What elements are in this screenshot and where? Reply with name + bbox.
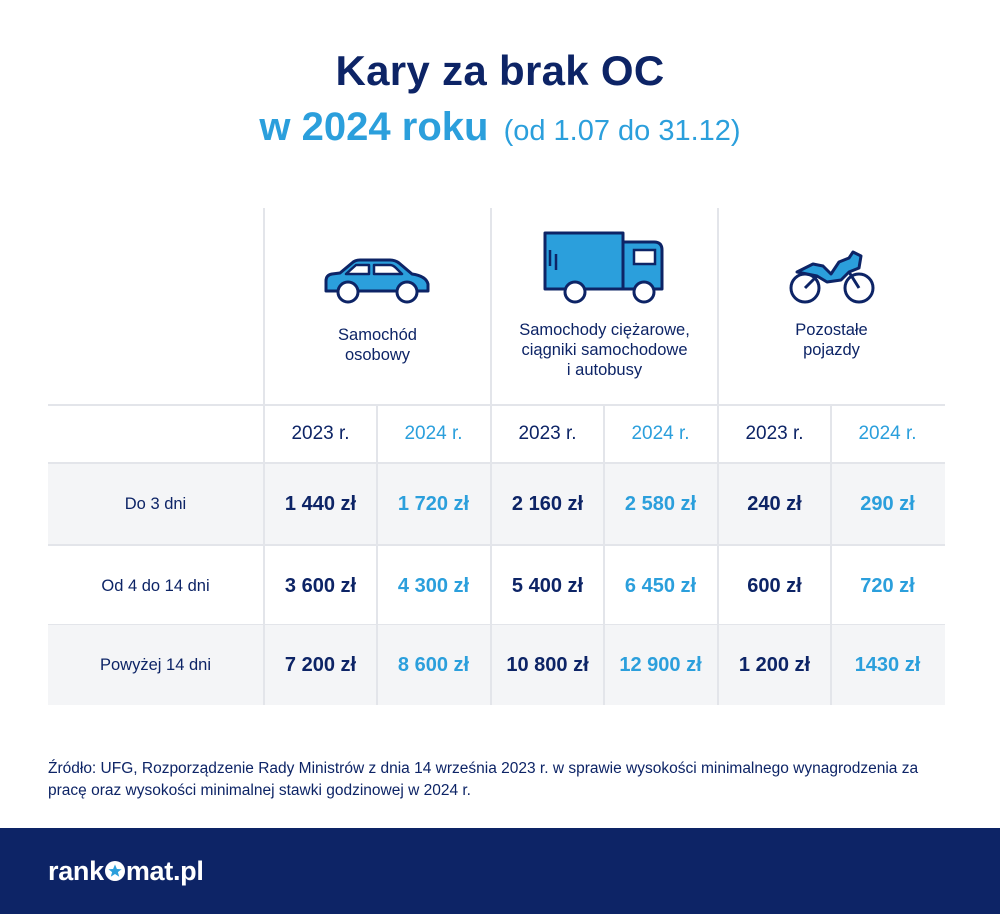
penalty-value: 2 580 zł: [624, 493, 697, 515]
footer-bar: [0, 828, 1000, 914]
title-line-2: [0, 100, 1000, 158]
title-year: w 2024 roku: [259, 105, 489, 149]
category-trucks: [491, 208, 718, 404]
grid-line: [717, 464, 719, 705]
year-header: 2024 r.: [858, 423, 917, 444]
year-header-row: [48, 406, 945, 462]
year-header: 2024 r.: [404, 423, 463, 444]
category-other-vehicles: [718, 208, 945, 404]
year-header: 2023 r.: [518, 423, 577, 444]
penalty-value: 290 zł: [860, 493, 915, 515]
source-note: Źródło: UFG, Rozporządzenie Rady Ministrów z dnia 14 września 2023 r. w sprawie wysokości minimalnego wynagrodzenia za pracę oraz wysokości minimalnej stawki godzinowej w 2024 r.: [48, 760, 919, 799]
penalty-table: [48, 208, 945, 705]
penalty-value: 600 zł: [747, 575, 802, 597]
category-label: Samochody ciężarowe, ciągniki samochodowe i autobusy: [519, 321, 690, 379]
grid-line: [603, 464, 605, 705]
penalty-value: 4 300 zł: [397, 575, 470, 597]
penalty-value: 1 720 zł: [397, 493, 470, 515]
penalty-value: 1 200 zł: [738, 654, 811, 676]
title-line-1: Kary za brak OC: [335, 47, 665, 94]
category-label: Samochód osobowy: [338, 326, 417, 364]
grid-line: [376, 464, 378, 705]
penalty-value: 10 800 zł: [506, 654, 589, 676]
logo-text-right: mat.pl: [125, 856, 204, 886]
row-label: Do 3 dni: [124, 495, 187, 513]
category-passenger-car: [264, 208, 491, 404]
table-row: [48, 464, 945, 544]
truck-icon: [542, 230, 668, 306]
penalty-value: 7 200 zł: [284, 654, 357, 676]
penalty-value: 1430 zł: [854, 654, 921, 676]
penalty-value: 6 450 zł: [624, 575, 697, 597]
row-label: Od 4 do 14 dni: [101, 577, 210, 595]
penalty-value: 1 440 zł: [284, 493, 357, 515]
table-row: [48, 625, 945, 705]
penalty-value: 8 600 zł: [397, 654, 470, 676]
car-icon: [322, 254, 434, 306]
logo-text-left: rank: [48, 856, 104, 886]
penalty-value: 720 zł: [860, 575, 915, 597]
year-header: 2023 r.: [745, 423, 804, 444]
category-label: Pozostałe pojazdy: [795, 321, 868, 359]
penalty-value: 3 600 zł: [284, 575, 357, 597]
year-header: 2024 r.: [631, 423, 690, 444]
grid-line: [830, 464, 832, 705]
grid-line: [263, 464, 265, 705]
penalty-value: 2 160 zł: [511, 493, 584, 515]
year-header: 2023 r.: [291, 423, 350, 444]
page-title: [0, 44, 1000, 158]
penalty-value: 5 400 zł: [511, 575, 584, 597]
row-label: Powyżej 14 dni: [100, 656, 211, 674]
table-row: [48, 546, 945, 626]
star-icon: [104, 860, 126, 882]
motorcycle-icon: [787, 248, 877, 306]
grid-line: [490, 464, 492, 705]
title-date-range: (od 1.07 do 31.12): [503, 115, 741, 147]
penalty-value: 12 900 zł: [619, 654, 702, 676]
penalty-value: 240 zł: [747, 493, 802, 515]
rankomat-logo: [48, 855, 204, 887]
